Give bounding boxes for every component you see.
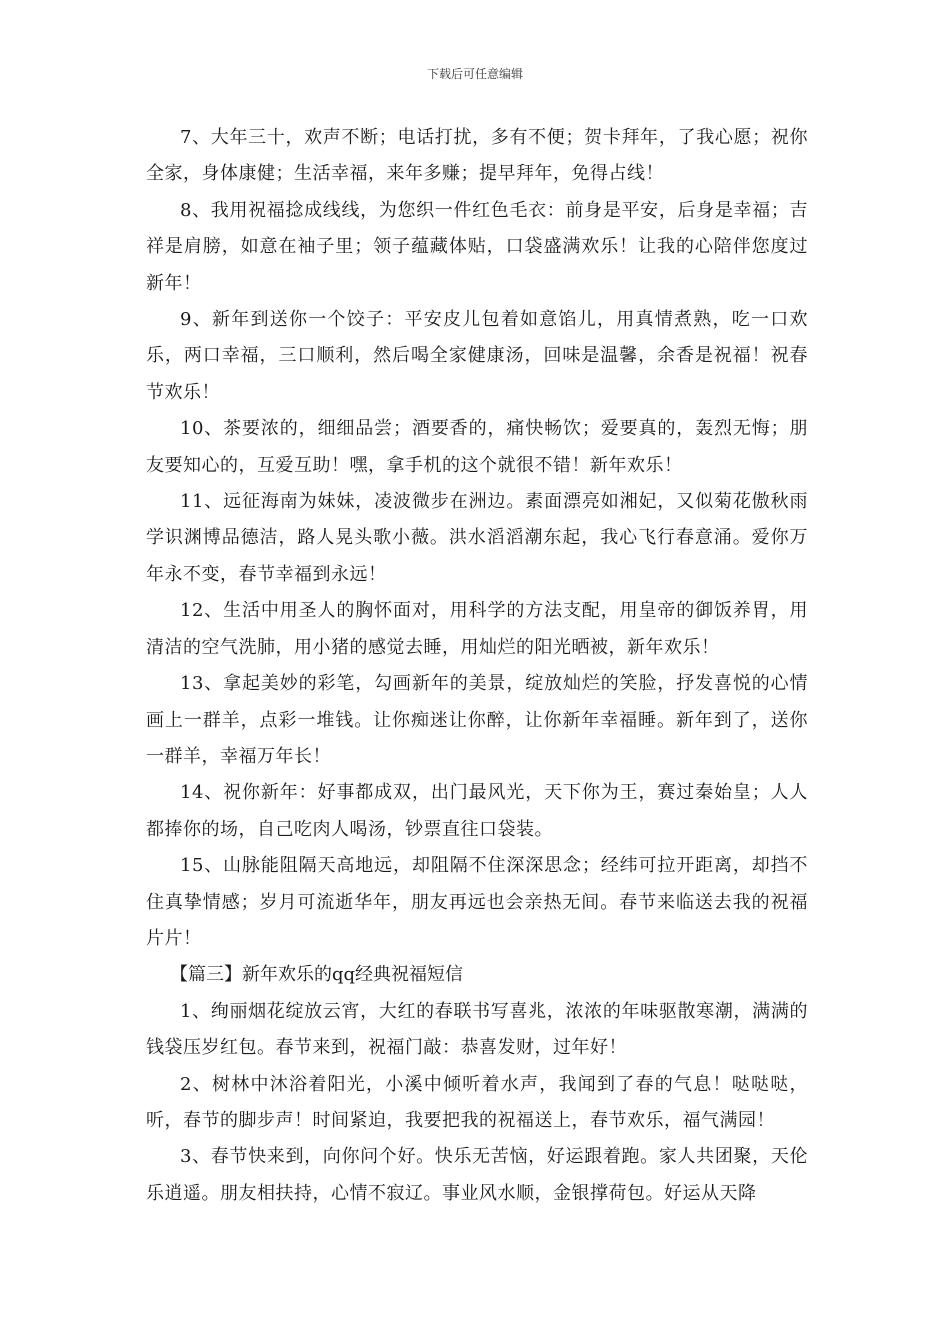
section-paragraph-3: 3、春节快来到，向你问个好。快乐无苦恼，好运跟着跑。家人共团聚，天伦乐逍遥。朋友相扶持，心情不寂辽。事业风水顺，金银撑荷包。好运从天降 [146,1146,808,1204]
section-title: 【篇三】新年欢乐的qq经典祝福短信 [170,964,464,986]
section-paragraph-2: 2、树林中沐浴着阳光，小溪中倾听着水声，我闻到了春的气息！哒哒哒，听，春节的脚步声！时间紧迫，我要把我的祝福送上，春节欢乐，福气满园！ [146,1073,808,1131]
paragraph-12: 12、生活中用圣人的胸怀面对，用科学的方法支配，用皇帝的御饭养胃，用清洁的空气洗肺，用小猪的感觉去睡，用灿烂的阳光晒被，新年欢乐！ [146,600,808,658]
paragraph-7: 7、大年三十，欢声不断；电话打扰，多有不便；贺卡拜年，了我心愿；祝你全家，身体康健；生活幸福，来年多赚；提早拜年，免得占线！ [146,127,808,185]
paragraph-11: 11、远征海南为妹妹，凌波微步在洲边。素面漂亮如湘妃，又似菊花傲秋雨学识渊博品德洁，路人晃头歌小薇。洪水滔滔潮东起，我心飞行春意涌。爱你万年永不变，春节幸福到永远！ [146,491,808,585]
section-paragraph-1: 1、绚丽烟花绽放云宵，大红的春联书写喜兆，浓浓的年味驱散寒潮，满满的钱袋压岁红包。春节来到，祝福门敲：恭喜发财，过年好！ [146,1000,808,1059]
document-body [146,120,808,1212]
paragraph-8: 8、我用祝福捻成线线，为您织一件红色毛衣：前身是平安，后身是幸福；吉祥是肩膀，如意在袖子里；领子蕴藏体贴，口袋盛满欢乐！让我的心陪伴您度过新年！ [146,199,808,294]
paragraph-9: 9、新年到送你一个饺子：平安皮儿包着如意馅儿，用真情煮熟，吃一口欢乐，两口幸福，三口顺利，然后喝全家健康汤，回味是温馨，余香是祝福！祝春节欢乐！ [146,309,808,403]
paragraph-14: 14、祝你新年：好事都成双，出门最风光，天下你为王，赛过秦始皇；人人都捧你的场，自己吃肉人喝汤，钞票直往口袋装。 [146,782,808,840]
page-header: 下载后可任意编辑 [426,67,523,81]
paragraph-13: 13、拿起美妙的彩笔，勾画新年的美景，绽放灿烂的笑脸，抒发喜悦的心情画上一群羊，点彩一堆钱。让你痴迷让你醉，让你新年幸福睡。新年到了，送你一群羊，幸福万年长！ [146,673,808,767]
paragraph-15: 15、山脉能阻隔天高地远，却阻隔不住深深思念；经纬可拉开距离，却挡不住真挚情感；岁月可流逝华年，朋友再远也会亲热无间。春节来临送去我的祝福片片！ [146,855,808,949]
paragraph-10: 10、茶要浓的，细细品尝；酒要香的，痛快畅饮；爱要真的，轰烈无悔；朋友要知心的，互爱互助！嘿，拿手机的这个就很不错！新年欢乐！ [146,418,808,476]
